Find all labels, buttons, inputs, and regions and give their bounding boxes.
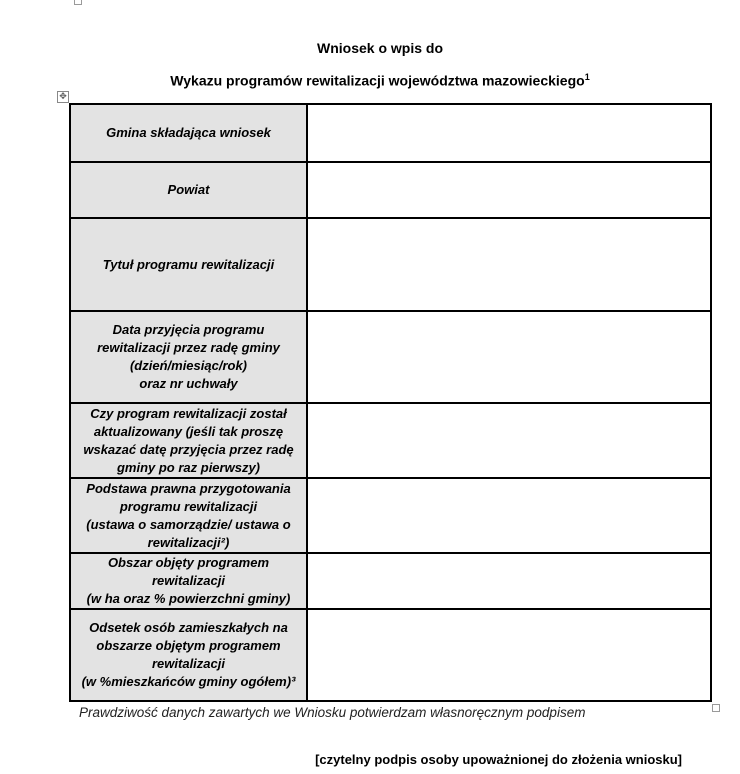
- form-row-label: Powiat: [70, 162, 307, 218]
- application-form-table: [69, 103, 712, 702]
- title-footnote-marker: 1: [584, 72, 590, 82]
- form-row: [70, 609, 711, 701]
- form-row-label: Podstawa prawna przygotowania programu rewitalizacji (ustawa o samorządzie/ ustawa o rewitalizacji²): [70, 478, 307, 553]
- form-row-label: Tytuł programu rewitalizacji: [70, 218, 307, 311]
- signature-caption: [czytelny podpis osoby upoważnionej do złożenia wniosku]: [315, 752, 682, 767]
- form-row-value-field[interactable]: [307, 104, 711, 162]
- title-line1-text: Wniosek o wpis do: [316, 40, 443, 56]
- page-corner-marker-top: [74, 0, 82, 5]
- form-row-value-field[interactable]: [307, 311, 711, 403]
- form-row-label: Obszar objęty programem rewitalizacji (w ha oraz % powierzchni gminy): [70, 553, 307, 609]
- form-row-label: Czy program rewitalizacji został aktualizowany (jeśli tak proszę wskazać datę przyjęcia przez radę gminy po raz pierwszy): [70, 403, 307, 478]
- title-line2-text: Wykazu programów rewitalizacji województwa mazowieckiego: [170, 72, 585, 89]
- form-row: [70, 162, 711, 218]
- document-title-line2: [0, 72, 740, 89]
- form-row-label: Odsetek osób zamieszkałych na obszarze objętym programem rewitalizacji (w %mieszkańców gminy ogółem)³: [70, 609, 307, 701]
- table-move-handle-icon[interactable]: ✥: [57, 91, 69, 103]
- table-resize-handle[interactable]: [712, 704, 720, 712]
- confirmation-statement: Prawdziwość danych zawartych we Wniosku potwierdzam własnoręcznym podpisem: [79, 705, 586, 720]
- form-row-label: Gmina składająca wniosek: [70, 104, 307, 162]
- form-row-value-field[interactable]: [307, 162, 711, 218]
- form-row: [70, 311, 711, 403]
- form-row-value-field[interactable]: [307, 478, 711, 553]
- form-row: [70, 553, 711, 609]
- form-row-value-field[interactable]: [307, 609, 711, 701]
- form-row: [70, 104, 711, 162]
- form-row: [70, 403, 711, 478]
- form-row-value-field[interactable]: [307, 403, 711, 478]
- document-title-line1: [0, 40, 740, 56]
- form-row-value-field[interactable]: [307, 553, 711, 609]
- form-row: [70, 218, 711, 311]
- form-row: [70, 478, 711, 553]
- form-row-value-field[interactable]: [307, 218, 711, 311]
- form-row-label: Data przyjęcia programu rewitalizacji przez radę gminy (dzień/miesiąc/rok) oraz nr uchwały: [70, 311, 307, 403]
